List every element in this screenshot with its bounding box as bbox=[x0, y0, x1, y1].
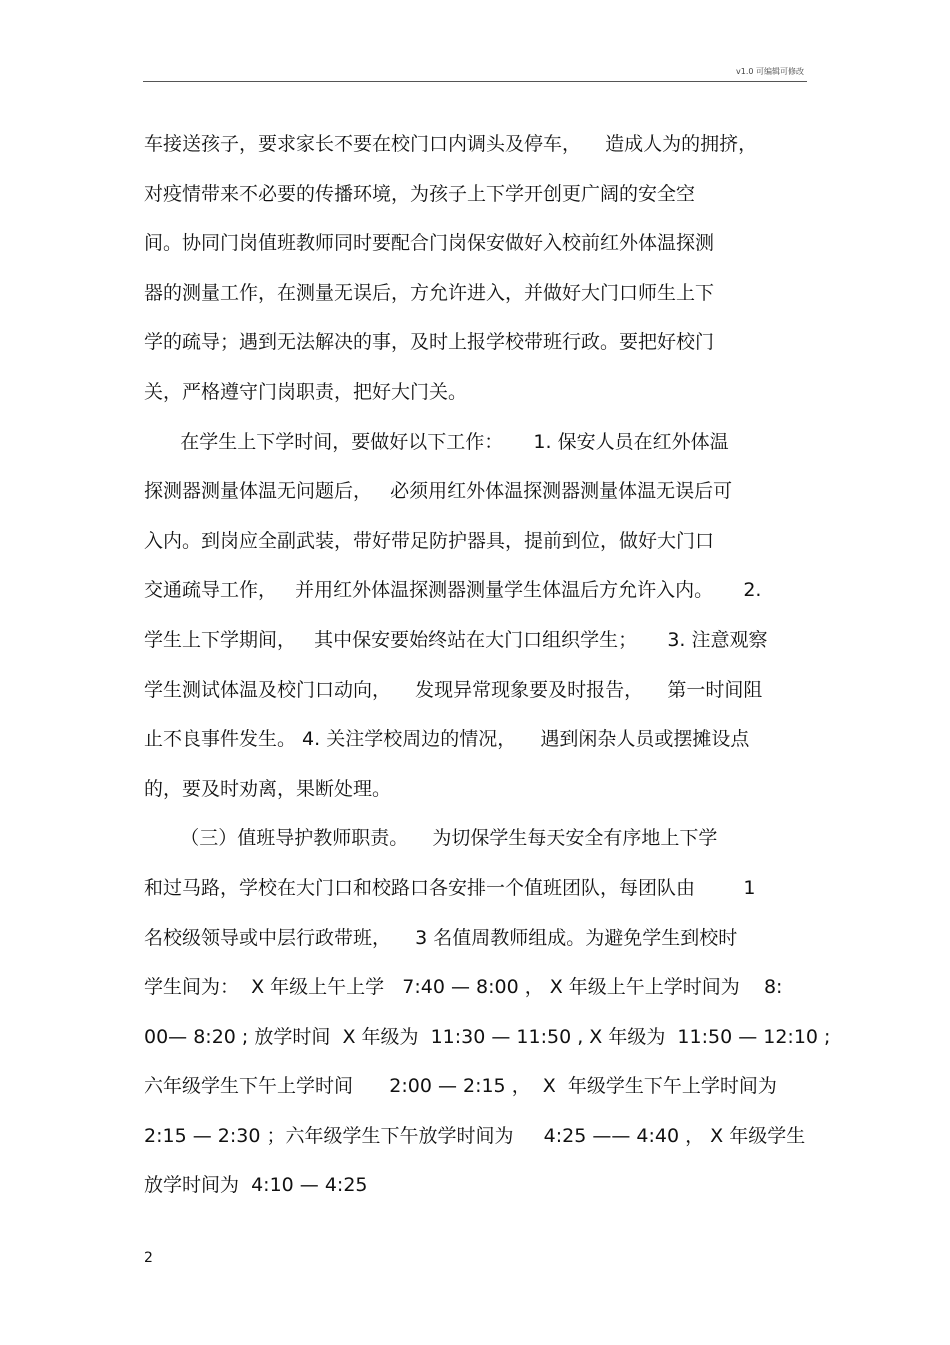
header-version-text: v1.0 可编辑可修改 bbox=[736, 67, 804, 76]
text-line: 00— 8:20 ; 放学时间 X 年级为 11:30 — 11:50 , X 年级为 11:50 — 12:10 ; bbox=[144, 1025, 831, 1048]
text-line: 器的测量工作，在测量无误后，方允许进入，并做好大门口师生上下 bbox=[144, 281, 715, 304]
page-number: 2 bbox=[144, 1250, 153, 1266]
text-line: 和过马路，学校在大门口和校路口各安排一个值班团队，每团队由 1 bbox=[144, 876, 756, 899]
text-line: 学生上下学期间， 其中保安要始终站在大门口组织学生； 3. 注意观察 bbox=[144, 628, 768, 651]
text-line: 在学生上下学时间，要做好以下工作： 1. 保安人员在红外体温 bbox=[144, 430, 729, 453]
text-line: （三）值班导护教师职责。 为切保学生每天安全有序地上下学 bbox=[144, 827, 718, 850]
text-line: 2:15 — 2:30 ；六年级学生下午放学时间为 4:25 —— 4:40 ， X 年级学生 bbox=[144, 1124, 806, 1147]
text-line: 的，要及时劝离，果断处理。 bbox=[144, 777, 392, 800]
text-line: 交通疏导工作， 并用红外体温探测器测量学生体温后方允许入内。 2. bbox=[144, 579, 762, 602]
header-divider bbox=[143, 81, 807, 82]
text-line: 学的疏导；遇到无法解决的事，及时上报学校带班行政。要把好校门 bbox=[144, 331, 715, 354]
text-line: 入内。到岗应全副武装，带好带足防护器具，提前到位，做好大门口 bbox=[144, 529, 715, 552]
text-line: 学生测试体温及校门口动向， 发现异常现象要及时报告， 第一时间阻 bbox=[144, 678, 763, 701]
text-line: 止不良事件发生。 4. 关注学校周边的情况， 遇到闲杂人员或摆摊设点 bbox=[144, 728, 750, 751]
text-line: 六年级学生下午上学时间 2:00 — 2:15 ， X 年级学生下午上学时间为 bbox=[144, 1075, 777, 1098]
text-line: 探测器测量体温无问题后， 必须用红外体温探测器测量体温无误后可 bbox=[144, 480, 733, 503]
text-line: 间。协同门岗值班教师同时要配合门岗保安做好入校前红外体温探测 bbox=[144, 232, 715, 255]
body-text bbox=[144, 120, 831, 1211]
text-line: 车接送孩子，要求家长不要在校门口内调头及停车， 造成人为的拥挤， bbox=[144, 133, 758, 155]
text-line: 学生间为： X 年级上午上学 7:40 — 8:00 ， X 年级上午上学时间为 8: bbox=[144, 976, 783, 999]
text-line: 放学时间为 4:10 — 4:25 bbox=[144, 1174, 368, 1197]
text-line: 对疫情带来不必要的传播环境，为孩子上下学开创更广阔的安全空 bbox=[144, 182, 696, 205]
text-line: 名校级领导或中层行政带班， 3 名值周教师组成。为避免学生到校时 bbox=[144, 926, 738, 949]
text-line: 关，严格遵守门岗职责，把好大门关。 bbox=[144, 380, 468, 403]
